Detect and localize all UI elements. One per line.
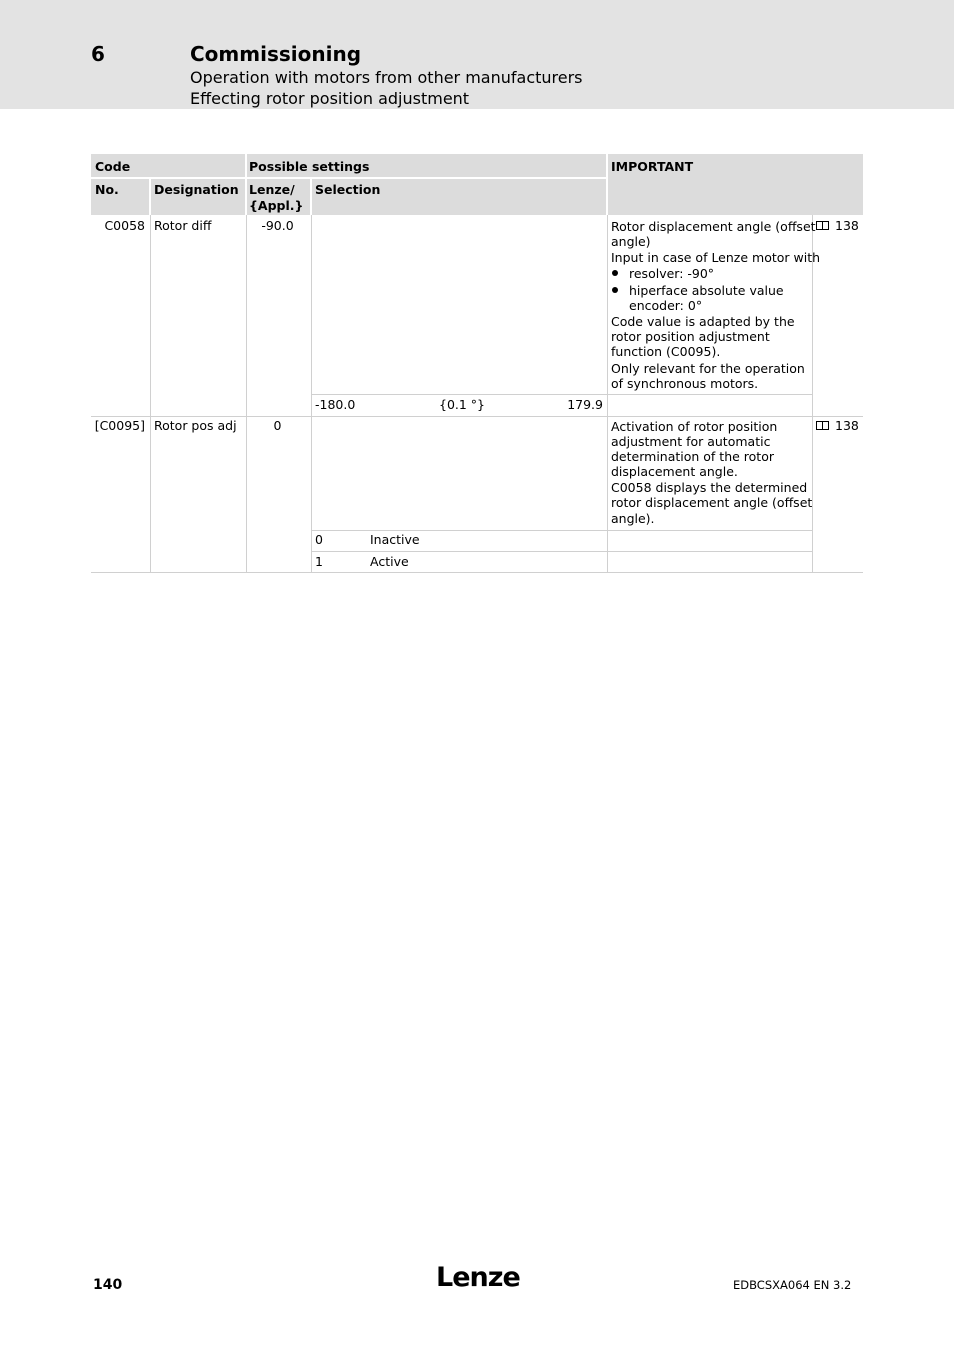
important-text: Activation of rotor position [611,419,778,434]
important-text: C0058 displays the determined [611,480,808,495]
important-text: function (C0095). [611,344,721,359]
important-text: Input in case of Lenze motor with [611,250,821,265]
code-number: [C0095] [94,418,145,433]
chapter-header [0,0,954,109]
grid-line [150,215,151,572]
page-reference[interactable]: 138 [835,218,859,233]
code-designation: Rotor pos adj [154,418,237,433]
important-text: rotor position adjustment [611,329,770,344]
book-reference-icon [816,421,829,430]
code-designation: Rotor diff [154,218,212,233]
selection-step: {0.1 °} [439,397,486,412]
important-text: angle) [611,234,651,249]
important-text: determination of the rotor [611,449,774,464]
col-header-selection: Selection [315,182,381,197]
option-label: Active [370,554,409,569]
important-text: Rotor displacement angle (offset [611,219,816,234]
col-header-no: No. [95,182,119,197]
section-title: Operation with motors from other manufacturers [190,68,583,87]
lenze-logo: Lenze [436,1262,520,1293]
selection-min: -180.0 [315,397,356,412]
lenze-default: -90.0 [261,218,294,233]
col-header-important: IMPORTANT [611,159,694,174]
important-text: Only relevant for the operation [611,361,805,376]
important-text: rotor displacement angle (offset [611,495,813,510]
row-divider [91,416,863,417]
book-reference-icon [816,221,829,230]
bullet-text: encoder: 0° [629,298,703,313]
col-header-code: Code [95,159,131,174]
important-text: angle). [611,511,655,526]
bullet-icon [612,270,618,276]
document-reference: EDBCSXA064 EN 3.2 [733,1278,852,1292]
option-label: Inactive [370,532,420,547]
grid-line [312,530,812,531]
table-bottom-line [91,572,863,573]
option-value: 0 [315,532,323,547]
grid-line [312,394,812,395]
important-text: of synchronous motors. [611,376,759,391]
chapter-title: Commissioning [190,42,362,66]
bullet-icon [612,287,618,293]
page-number: 140 [93,1277,123,1293]
bullet-text: resolver: -90° [629,266,715,281]
bullet-text: hiperface absolute value [629,283,784,298]
col-header-lenze: Lenze/ [249,182,295,197]
grid-line [812,215,813,572]
code-number: C0058 [104,218,145,233]
option-value: 1 [315,554,323,569]
selection-max: 179.9 [567,397,603,412]
subsection-title: Effecting rotor position adjustment [190,89,470,108]
chapter-number: 6 [91,42,105,66]
important-text: Code value is adapted by the [611,314,795,329]
col-header-possible-settings: Possible settings [249,159,370,174]
grid-line [312,551,812,552]
lenze-default: 0 [273,418,282,433]
grid-line [246,215,247,572]
page-reference[interactable]: 138 [835,418,859,433]
col-header-appl: {Appl.} [249,198,304,213]
important-text: displacement angle. [611,464,738,479]
col-header-designation: Designation [154,182,239,197]
important-text: adjustment for automatic [611,434,771,449]
